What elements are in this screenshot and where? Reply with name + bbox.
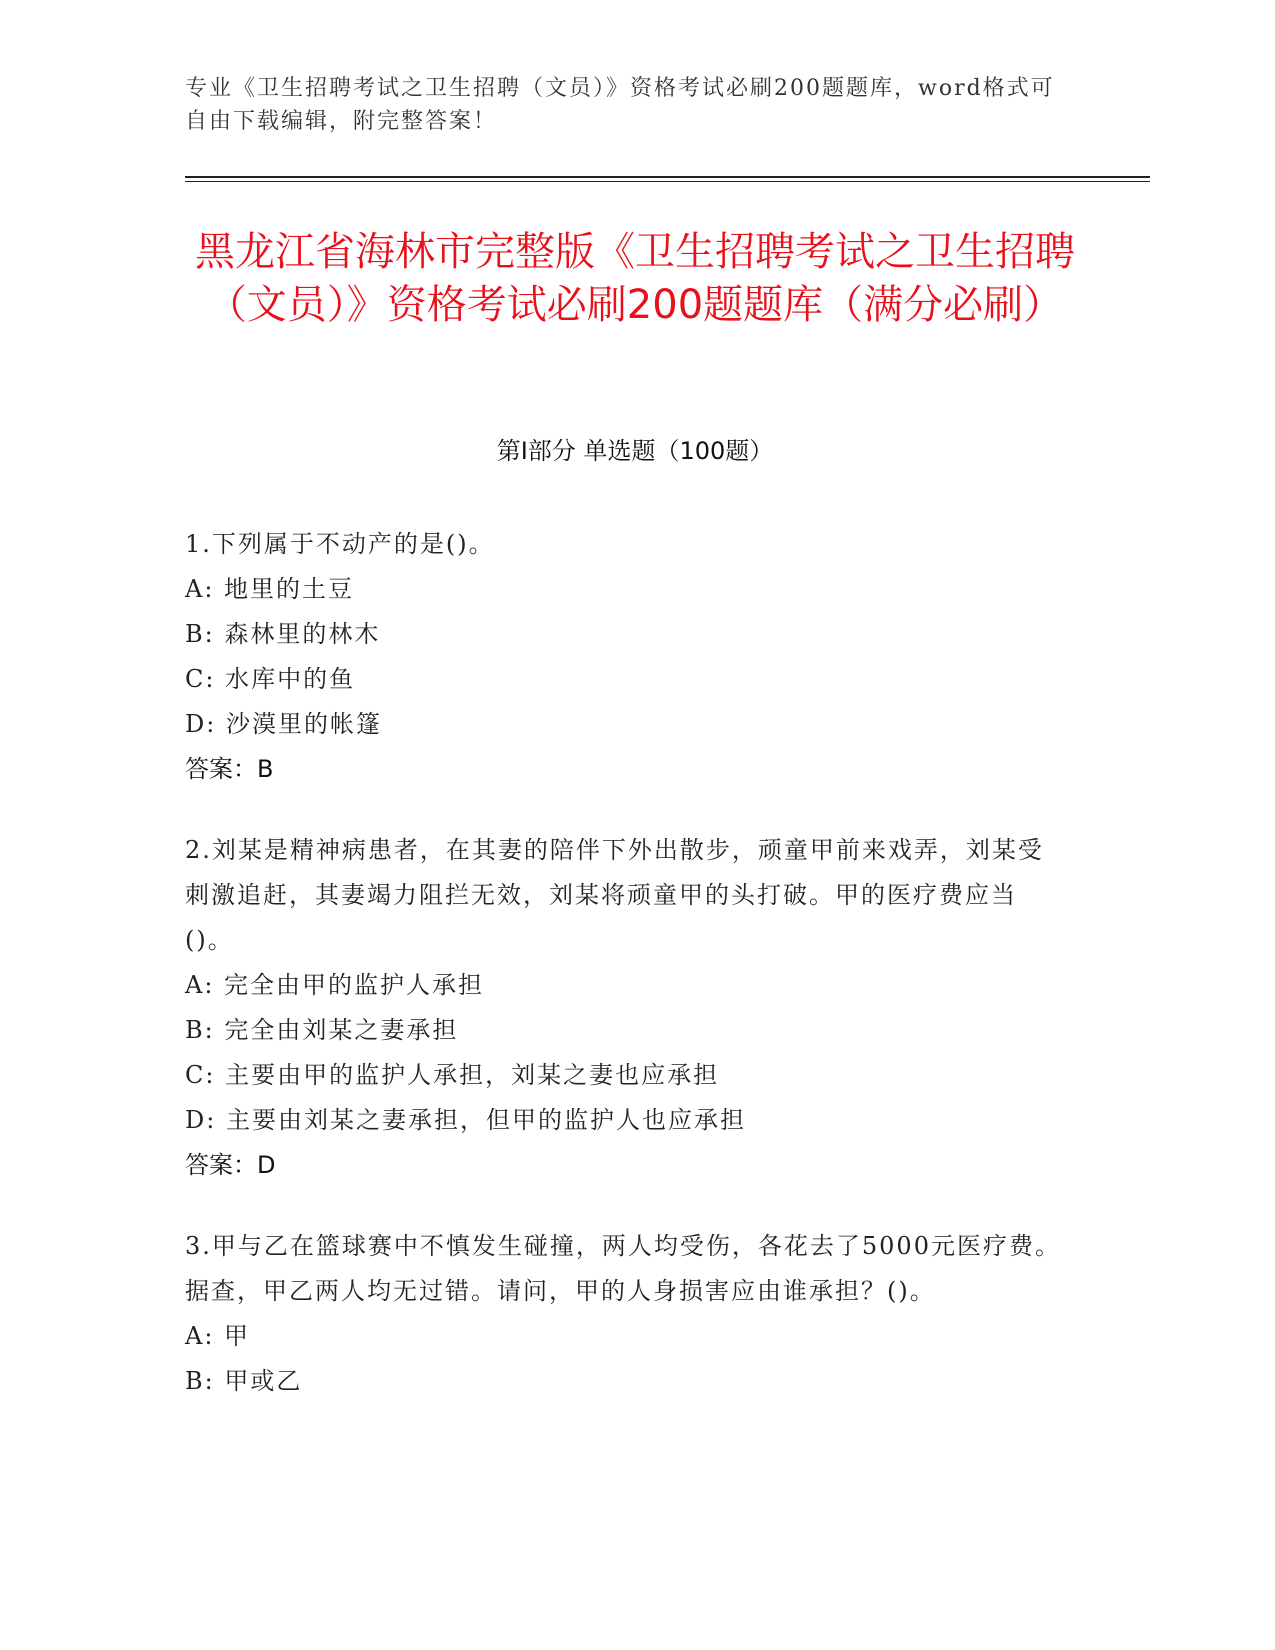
option-a: A: 甲 [185, 1322, 251, 1350]
option-c: C: 水库中的鱼 [185, 665, 356, 693]
option-d: D: 主要由刘某之妻承担，但甲的监护人也应承担 [185, 1106, 746, 1134]
question-3 [185, 1224, 1065, 1404]
option-c: C: 主要由甲的监护人承担，刘某之妻也应承担 [185, 1061, 720, 1089]
question-stem: 1.下列属于不动产的是()。 [185, 530, 495, 558]
document-title: 黑龙江省海林市完整版《卫生招聘考试之卫生招聘（文员）》资格考试必刷200题题库（满分必刷） [195, 229, 1075, 328]
option-a: A: 完全由甲的监护人承担 [185, 971, 485, 999]
header-note: 专业《卫生招聘考试之卫生招聘（文员）》资格考试必刷200题题库，word格式可自由下载编辑，附完整答案！ [185, 76, 1055, 134]
question-1 [185, 522, 1065, 792]
question-stem: 3.甲与乙在篮球赛中不慎发生碰撞，两人均受伤，各花去了5000元医疗费。据查，甲乙两人均无过错。请问，甲的人身损害应由谁承担？()。 [185, 1232, 1061, 1305]
question-list [185, 522, 1065, 1440]
header-rule-thick [185, 176, 1150, 178]
option-b: B: 完全由刘某之妻承担 [185, 1016, 459, 1044]
question-2 [185, 828, 1065, 1188]
answer: 答案：B [185, 755, 274, 783]
header-rule-thin [185, 181, 1150, 182]
option-b: B: 森林里的林木 [185, 620, 381, 648]
option-b: B: 甲或乙 [185, 1367, 303, 1395]
option-d: D: 沙漠里的帐篷 [185, 710, 382, 738]
option-a: A: 地里的土豆 [185, 575, 355, 603]
question-stem: 2.刘某是精神病患者，在其妻的陪伴下外出散步，顽童甲前来戏弄，刘某受刺激追赶，其妻竭力阻拦无效，刘某将顽童甲的头打破。甲的医疗费应当()。 [185, 836, 1044, 954]
answer: 答案：D [185, 1151, 276, 1179]
section-title: 第I部分 单选题（100题） [496, 437, 774, 465]
